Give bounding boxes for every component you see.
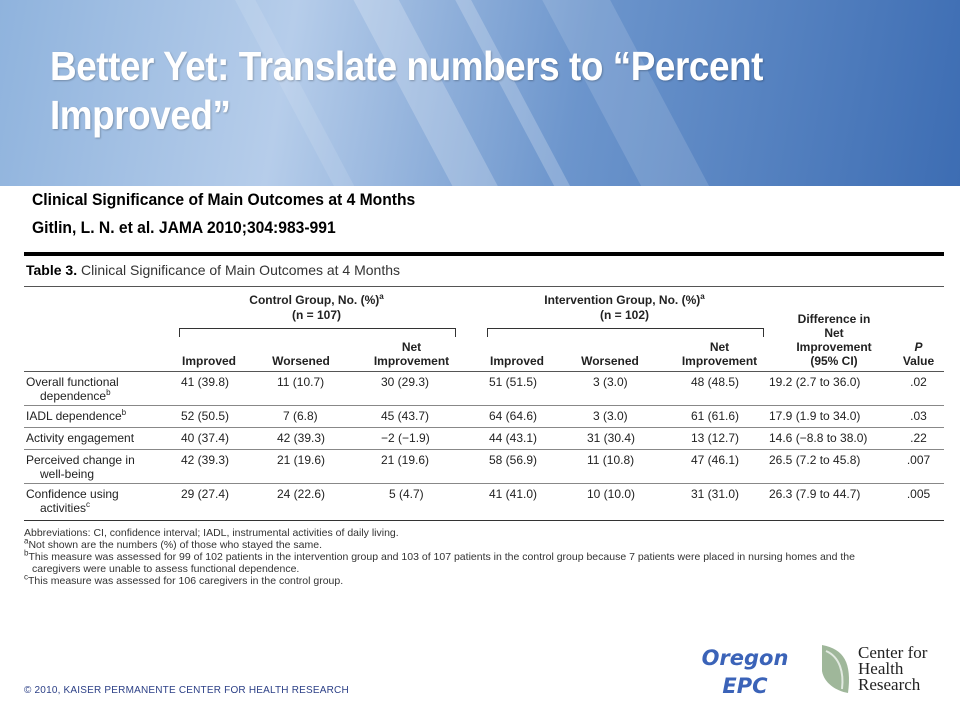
control-group-bracket xyxy=(179,328,456,337)
row-label-cont: well-being xyxy=(40,467,95,481)
cell-control-improved: 52 (50.5) xyxy=(181,409,230,423)
col-intervention-worsened: Worsened xyxy=(581,354,639,368)
cell-intervention-worsened: 11 (10.8) xyxy=(587,453,635,467)
cell-difference: 19.2 (2.7 to 36.0) xyxy=(769,375,861,389)
control-group-header: Control Group, No. (%)$^a$ xyxy=(249,292,384,307)
cell-p-value: .03 xyxy=(910,409,927,423)
footnote-b: $^b$This measure was assessed for 99 of 102 patients in the intervention group and 103 of 107 patients in the control group because 7 patients were placed in nursing homes and the xyxy=(24,548,855,563)
col-intervention-net-2: Improvement xyxy=(681,354,758,368)
cell-control-net: 30 (29.3) xyxy=(381,375,430,389)
cell-control-worsened: 21 (19.6) xyxy=(277,453,326,467)
cell-intervention-improved: 41 (41.0) xyxy=(489,487,538,501)
row-label-cont: activities$^c$ xyxy=(40,500,91,515)
cell-control-net: 5 (4.7) xyxy=(389,487,424,501)
row-rule xyxy=(24,449,944,450)
cell-control-improved: 29 (27.4) xyxy=(181,487,230,501)
col-intervention-net-1: Net xyxy=(709,340,730,354)
cell-control-net: −2 (−1.9) xyxy=(381,431,430,445)
cell-p-value: .007 xyxy=(906,453,931,467)
footnote-b-cont: caregivers were unable to assess functional dependence. xyxy=(32,563,300,575)
cell-difference: 26.3 (7.9 to 44.7) xyxy=(769,487,861,501)
table-top-rule xyxy=(24,252,944,256)
cell-intervention-improved: 51 (51.5) xyxy=(489,375,538,389)
chr-logo-line1: Center for xyxy=(858,643,928,662)
table-bottom-rule xyxy=(24,520,944,521)
col-p-2: Value xyxy=(902,354,935,368)
row-label: Overall functional xyxy=(26,375,119,389)
col-control-improved: Improved xyxy=(181,354,236,368)
slide-title: Better Yet: Translate numbers to “Percent Improved” xyxy=(50,43,763,138)
footnote-a: $^a$Not shown are the numbers (%) of those who stayed the same. xyxy=(24,536,323,551)
cell-control-worsened: 24 (22.6) xyxy=(277,487,326,501)
subhead-citation: Gitlin, L. N. et al. JAMA 2010;304:983-991 xyxy=(32,218,336,237)
col-diff-1: Difference in xyxy=(797,312,871,326)
intervention-group-n: (n = 102) xyxy=(599,308,650,322)
cell-control-net: 21 (19.6) xyxy=(381,453,430,467)
table-caption: Table 3. Clinical Significance of Main Outcomes at 4 Months xyxy=(26,262,401,278)
cell-intervention-worsened: 3 (3.0) xyxy=(593,375,628,389)
intervention-group-bracket xyxy=(487,328,764,337)
header-rule xyxy=(24,371,944,372)
cell-intervention-net: 61 (61.6) xyxy=(691,409,740,423)
col-control-net-1: Net xyxy=(401,340,422,354)
row-label: IADL dependence$^b$ xyxy=(26,408,127,423)
cell-intervention-worsened: 10 (10.0) xyxy=(587,487,636,501)
oregon-epc-logo xyxy=(690,644,800,700)
cell-intervention-improved: 58 (56.9) xyxy=(489,453,538,467)
subhead-title: Clinical Significance of Main Outcomes at 4 Months xyxy=(32,190,416,209)
cell-intervention-worsened: 31 (30.4) xyxy=(587,431,636,445)
cell-control-worsened: 11 (10.7) xyxy=(277,375,325,389)
cell-p-value: .02 xyxy=(910,375,927,389)
row-rule xyxy=(24,405,944,406)
cell-difference: 17.9 (1.9 to 34.0) xyxy=(769,409,861,423)
row-rule xyxy=(24,483,944,484)
col-intervention-improved: Improved xyxy=(489,354,544,368)
footnote-abbreviations: Abbreviations: CI, confidence interval; IADL, instrumental activities of daily living. xyxy=(24,527,399,539)
intervention-group-header: Intervention Group, No. (%)$^a$ xyxy=(544,292,705,307)
chr-logo-line3: Research xyxy=(858,675,921,694)
cell-difference: 14.6 (−8.8 to 38.0) xyxy=(769,431,868,445)
cell-intervention-improved: 64 (64.6) xyxy=(489,409,538,423)
table-figure xyxy=(24,252,944,597)
cell-intervention-net: 48 (48.5) xyxy=(691,375,740,389)
footnote-c: $^c$This measure was assessed for 106 caregivers in the control group. xyxy=(24,572,344,587)
col-control-worsened: Worsened xyxy=(272,354,330,368)
cell-control-improved: 42 (39.3) xyxy=(181,453,230,467)
cell-control-net: 45 (43.7) xyxy=(381,409,430,423)
row-label: Perceived change in xyxy=(26,453,135,467)
cell-control-improved: 41 (39.8) xyxy=(181,375,230,389)
cell-intervention-worsened: 3 (3.0) xyxy=(593,409,628,423)
header-banner xyxy=(0,0,960,186)
cell-intervention-net: 31 (31.0) xyxy=(691,487,740,501)
col-diff-2: Net xyxy=(824,326,844,340)
row-rule xyxy=(24,427,944,428)
cell-control-improved: 40 (37.4) xyxy=(181,431,230,445)
row-label: Confidence using xyxy=(26,487,119,501)
cell-control-worsened: 7 (6.8) xyxy=(283,409,318,423)
cell-intervention-net: 47 (46.1) xyxy=(691,453,740,467)
col-diff-3: Improvement xyxy=(796,340,872,354)
row-label: Activity engagement xyxy=(26,431,135,445)
cell-p-value: .005 xyxy=(906,487,931,501)
leaf-icon xyxy=(818,643,854,697)
oregon-logo-line1: Oregon xyxy=(701,646,789,670)
chr-logo-line2: Health xyxy=(858,659,904,678)
copyright-text: © 2010, KAISER PERMANENTE CENTER FOR HEALTH RESEARCH xyxy=(24,685,349,696)
caption-rule xyxy=(24,286,944,287)
row-label-cont: dependence$^b$ xyxy=(40,388,111,403)
cell-p-value: .22 xyxy=(910,431,927,445)
col-diff-4: (95% CI) xyxy=(810,354,858,368)
cell-difference: 26.5 (7.2 to 45.8) xyxy=(769,453,861,467)
cell-intervention-net: 13 (12.7) xyxy=(691,431,740,445)
cell-control-worsened: 42 (39.3) xyxy=(277,431,326,445)
cell-intervention-improved: 44 (43.1) xyxy=(489,431,538,445)
col-control-net-2: Improvement xyxy=(373,354,450,368)
oregon-logo-line2: EPC xyxy=(722,674,768,698)
control-group-n: (n = 107) xyxy=(291,308,342,322)
col-p-1: P xyxy=(914,340,923,354)
center-for-health-research-logo xyxy=(818,643,938,699)
